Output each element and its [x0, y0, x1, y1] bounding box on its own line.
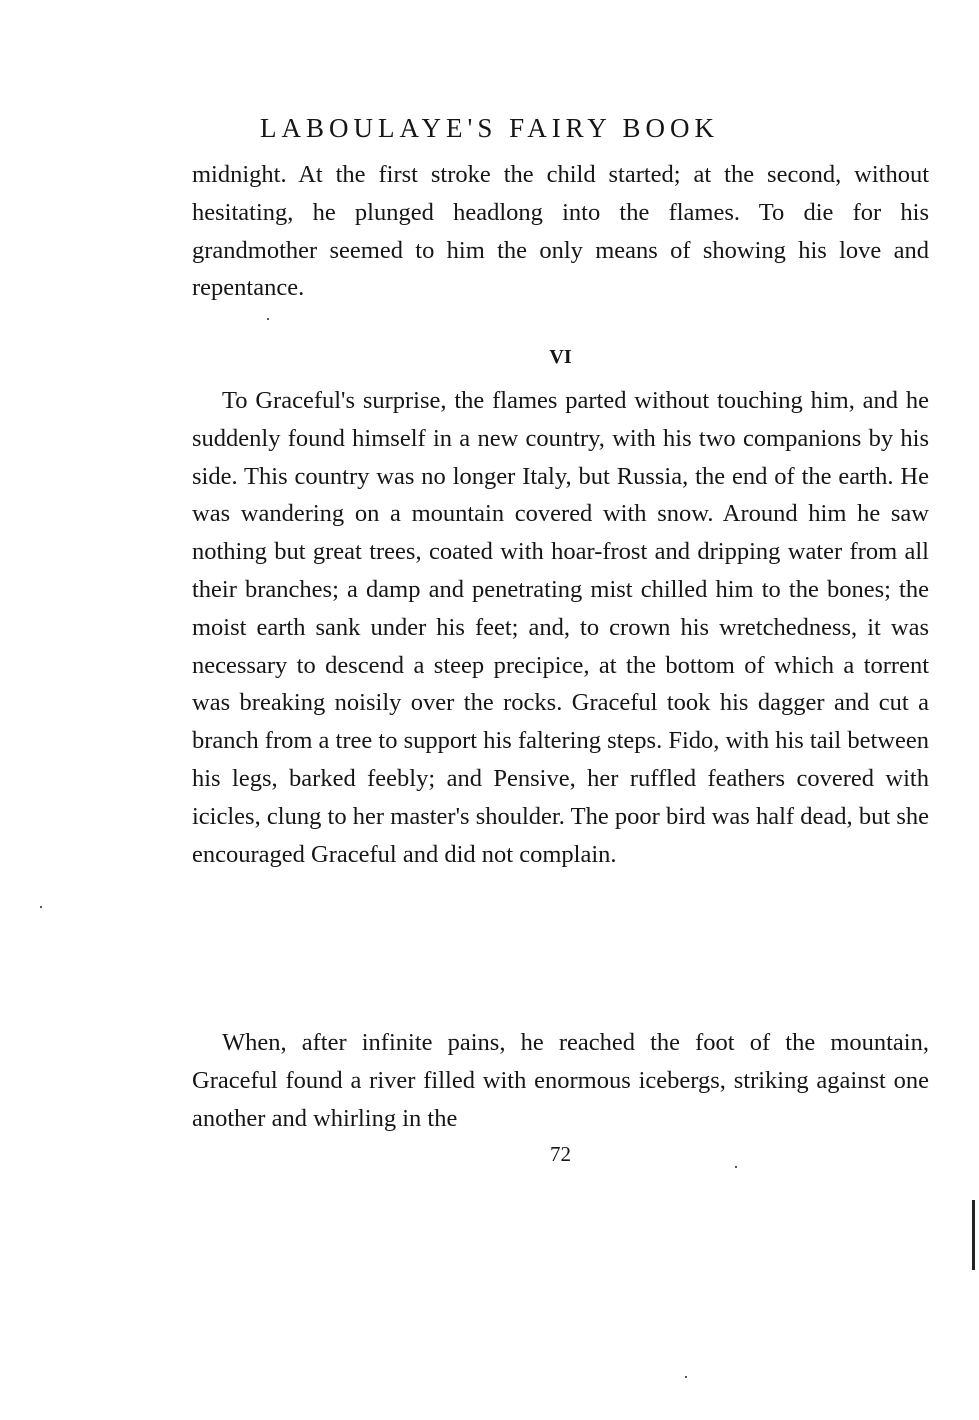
- scan-speck: [267, 318, 269, 320]
- paragraph-closing: [192, 1024, 929, 1137]
- paragraph-text: midnight. At the first stroke the child started; at the second, without hesitating, he plunged headlong into the flames. To die for his grandmother seemed to him the only means of showing his love and repentance.: [192, 161, 929, 302]
- scan-speck: [685, 1376, 687, 1378]
- scan-edge-mark: [972, 1200, 975, 1270]
- paragraph-text: When, after infinite pains, he reached the foot of the mountain, Graceful found a river filled with enormous icebergs, striking against one another and whirling in the: [192, 1029, 929, 1132]
- running-header-title: LABOULAYE'S FAIRY BOOK: [260, 113, 719, 143]
- paragraph-text: To Graceful's surprise, the flames parted without touching him, and he suddenly found himself in a new country, with his two companions by his side. This country was no longer Italy, but Russia, the end of the earth. He was wandering on a mountain covered with snow. Around him he saw nothing but great trees, coated with hoar-frost and dripping water from all their branches; a damp and penetrating mist chilled him to the bones; the moist earth sank under his feet; and, to crown his wretchedness, it was necessary to descend a steep precipice, at the bottom of which a torrent was breaking noisily over the rocks. Graceful took his dagger and cut a branch from a tree to support his faltering steps. Fido, with his tail between his legs, barked feebly; and Pensive, her ruffled feathers covered with icicles, clung to her master's shoulder. The poor bird was half dead, but she encouraged Graceful and did not complain.: [192, 387, 929, 868]
- section-heading: VI: [549, 346, 572, 368]
- scan-speck: [735, 1166, 737, 1168]
- scan-speck: [40, 906, 42, 908]
- page-number: 72: [550, 1142, 571, 1166]
- paragraph-section-opening: [192, 382, 929, 873]
- paragraph-continuation: [192, 156, 929, 307]
